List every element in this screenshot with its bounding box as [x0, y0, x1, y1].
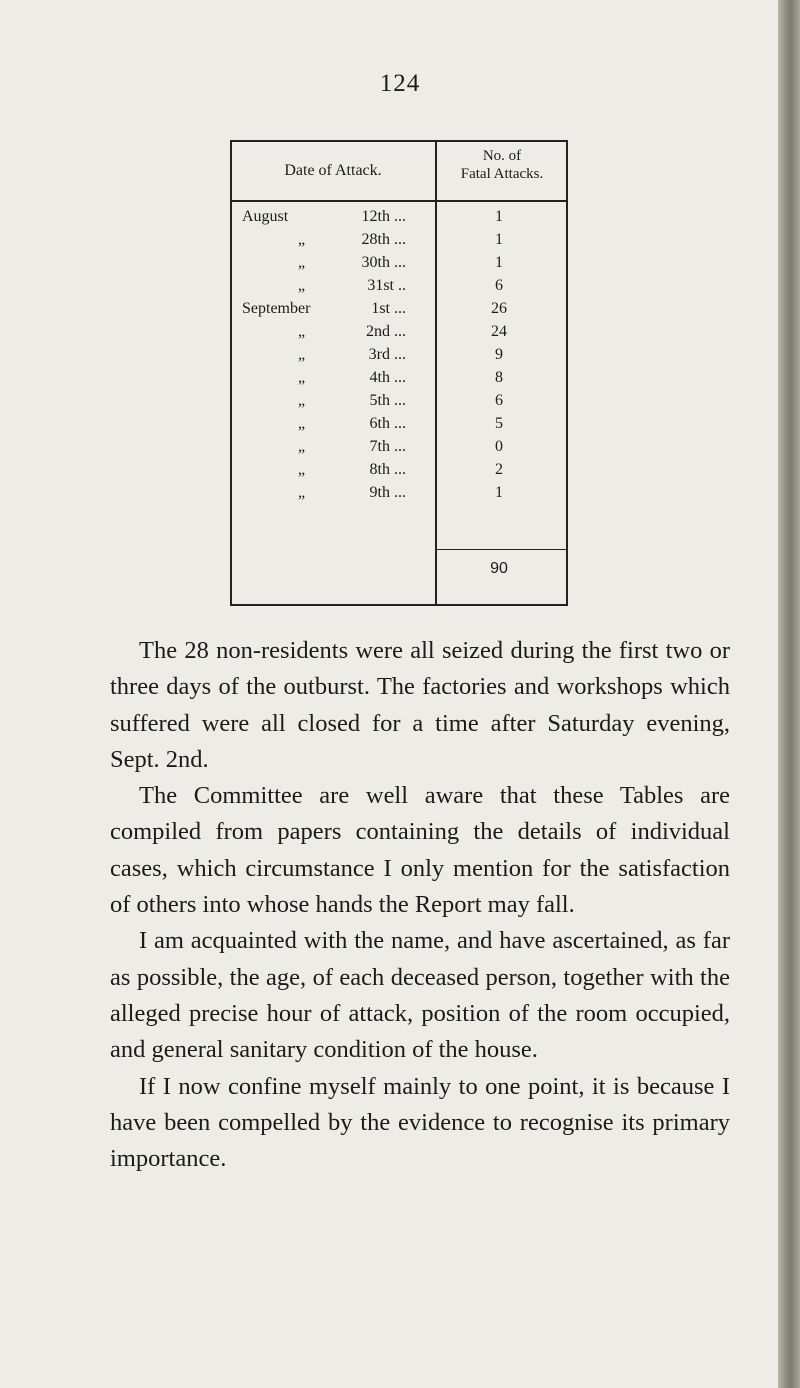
row-count: 1 — [495, 231, 503, 248]
row-month: „ — [298, 369, 306, 386]
row-count: 6 — [495, 277, 503, 294]
row-count: 0 — [495, 438, 503, 455]
table-row — [230, 323, 568, 346]
row-count: 8 — [495, 369, 503, 386]
paragraph: The 28 non-residents were all seized during the first two or three days of the outburst. The factories and workshops which suffered were all closed for a time after Saturday evening, Sept. 2nd. — [110, 637, 730, 773]
row-day: 1st ... — [371, 300, 406, 317]
table-row — [230, 346, 568, 369]
row-month: „ — [298, 277, 306, 294]
row-month: „ — [298, 484, 306, 501]
table-row — [230, 369, 568, 392]
table-row — [230, 300, 568, 323]
body-text — [110, 633, 730, 1177]
row-month: August — [242, 208, 289, 225]
row-month: „ — [298, 323, 306, 340]
header-fatal-attacks-line-1: No. of — [482, 148, 522, 164]
table-row — [230, 438, 568, 461]
row-count: 1 — [495, 484, 503, 501]
row-day: 8th ... — [369, 461, 406, 478]
row-month: „ — [298, 415, 306, 432]
row-day: 12th ... — [361, 208, 406, 225]
page-number: 124 — [379, 70, 421, 97]
table-row — [230, 392, 568, 415]
table-row — [230, 208, 568, 231]
row-day: 7th ... — [369, 438, 406, 455]
paragraph: The Committee are well aware that these Tables are compiled from papers containing the details of individual cases, which circumstance I only mention for the satisfaction of others into whose hands the Report may fall. — [110, 782, 730, 919]
header-date-of-attack: Date of Attack. — [284, 162, 382, 179]
table-row — [230, 254, 568, 277]
row-count: 1 — [495, 208, 503, 225]
table-top-rule — [230, 140, 568, 142]
paragraph: I am acquainted with the name, and have ascertained, as far as possible, the age, of each deceased person, together with the alleged precise hour of attack, position of the room occupied, and general sanitary condition of the house. — [110, 927, 730, 1064]
paragraph: If I now confine myself mainly to one point, it is because I have been compelled by the evidence to recognise its primary importance. — [110, 1072, 730, 1173]
page-edge-binding — [778, 0, 800, 1388]
row-month: „ — [298, 254, 306, 271]
row-month: „ — [298, 438, 306, 455]
table-row — [230, 415, 568, 438]
row-day: 2nd ... — [366, 323, 406, 340]
row-month: „ — [298, 461, 306, 478]
row-day: 31st .. — [367, 277, 406, 294]
row-month: „ — [298, 231, 306, 248]
row-month: „ — [298, 346, 306, 363]
row-day: 3rd ... — [368, 346, 406, 363]
row-count: 5 — [495, 415, 503, 432]
table-total: 90 — [490, 560, 508, 577]
header-fatal-attacks-line-2: Fatal Attacks. — [460, 166, 544, 182]
row-count: 1 — [495, 254, 503, 271]
row-count: 2 — [495, 461, 503, 478]
table-row — [230, 461, 568, 484]
row-count: 6 — [495, 392, 503, 409]
row-month: „ — [298, 392, 306, 409]
table-bottom-rule — [230, 604, 568, 606]
table-row — [230, 484, 568, 507]
row-count: 9 — [495, 346, 503, 363]
row-day: 30th ... — [361, 254, 406, 271]
row-day: 6th ... — [369, 415, 406, 432]
fatal-attacks-table — [230, 140, 568, 606]
row-count: 26 — [491, 300, 507, 317]
table-row — [230, 277, 568, 300]
header-rule — [230, 200, 568, 202]
row-month: September — [242, 300, 311, 317]
row-day: 28th ... — [361, 231, 406, 248]
row-day: 5th ... — [369, 392, 406, 409]
header-fatal-attacks — [436, 147, 568, 183]
row-day: 4th ... — [369, 369, 406, 386]
row-day: 9th ... — [369, 484, 406, 501]
row-count: 24 — [491, 323, 507, 340]
total-rule — [435, 549, 568, 550]
table-row — [230, 231, 568, 254]
